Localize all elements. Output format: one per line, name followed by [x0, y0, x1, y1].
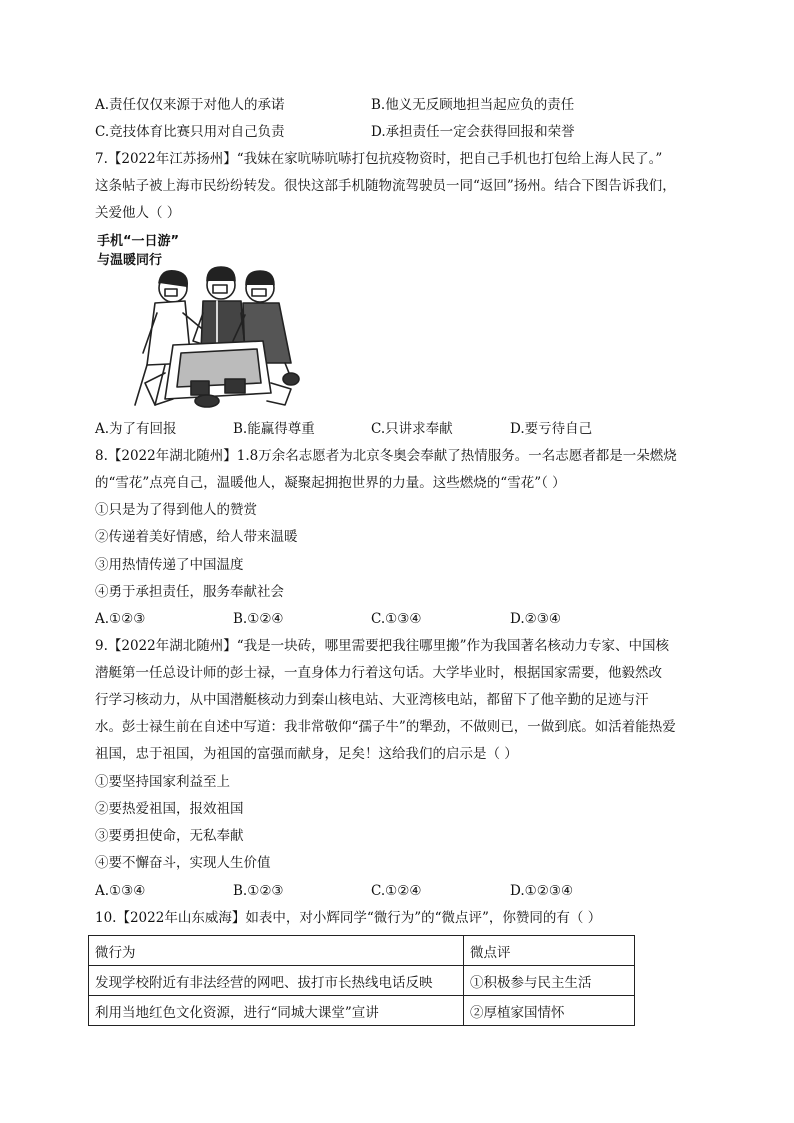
q6-options-row-2: [95, 122, 715, 142]
table-header-cell: 微行为: [89, 936, 464, 966]
q7-stem-line-2: 这条帖子被上海市民纷纷转发。很快这部手机随物流驾驶员一同“返回”扬州。结合下图告诉我们，: [95, 178, 676, 194]
q6-options-row-1: [95, 95, 715, 115]
q9-item-3: ③要勇担使命，无私奉献: [95, 828, 244, 844]
q6-option-c[interactable]: C.竞技体育比赛只用对自己负责: [95, 124, 285, 140]
figure-caption-line-1: 手机“一日游”: [97, 234, 180, 249]
table-cell: 利用当地红色文化资源，进行“同城大课堂”宣讲: [89, 996, 464, 1026]
q7-option-d[interactable]: D.要亏待自己: [510, 421, 593, 437]
q10-table: [88, 935, 635, 1026]
q7-option-c[interactable]: C.只讲求奉献: [371, 421, 453, 437]
q7-options-row: [95, 419, 715, 439]
q6-option-d[interactable]: D.承担责任一定会获得回报和荣誉: [371, 124, 575, 140]
q9-item-4: ④要不懈奋斗，实现人生价值: [95, 855, 271, 871]
q10-stem: 10.【2022年山东威海】如表中，对小辉同学“微行为”的“微点评”，你赞同的有（ ）: [95, 910, 602, 926]
q8-options-row: [95, 609, 715, 629]
q8-stem-line-2: 的“雪花”点亮自己，温暖他人，凝聚起拥抱世界的力量。这些燃烧的“雪花”（ ）: [95, 475, 566, 491]
q9-item-1: ①要坚持国家利益至上: [95, 774, 230, 790]
q9-stem-line-1: 9.【2022年湖北随州】“我是一块砖，哪里需要把我往哪里搬”作为我国著名核动力专家、中国核: [95, 638, 670, 654]
q8-option-d[interactable]: D.②③④: [510, 611, 561, 627]
q9-stem-line-2: 潜艇第一任总设计师的彭士禄，一直身体力行着这句话。大学毕业时，根据国家需要，他毅然改: [95, 665, 662, 681]
q6-option-b[interactable]: B.他义无反顾地担当起应负的责任: [371, 97, 575, 113]
q9-option-a[interactable]: A.①③④: [95, 883, 146, 899]
q7-option-b[interactable]: B.能赢得尊重: [233, 421, 315, 437]
table-cell: ②厚植家国情怀: [464, 996, 635, 1026]
q9-stem-line-4: 水。彭士禄生前在自述中写道：我非常敬仰“孺子牛”的犟劲，不做则已，一做到底。如活着能热爱: [95, 719, 676, 735]
table-cell: 发现学校附近有非法经营的网吧、拔打市长热线电话反映: [89, 966, 464, 996]
q7-option-a[interactable]: A.为了有回报: [95, 421, 177, 437]
q8-item-2: ②传递着美好情感，给人带来温暖: [95, 529, 298, 545]
q8-item-1: ①只是为了得到他人的赞赏: [95, 502, 257, 518]
q7-stem-line-3: 关爱他人（ ）: [95, 205, 181, 221]
table-cell: ①积极参与民主生活: [464, 966, 635, 996]
q8-option-a[interactable]: A.①②③: [95, 611, 146, 627]
q9-options-row: [95, 881, 715, 901]
people-packing-suitcase-image: [95, 233, 305, 413]
q8-stem-line-1: 8.【2022年湖北随州】1.8万余名志愿者为北京冬奥会奉献了热情服务。一名志愿者都是一朵燃烧: [95, 448, 677, 464]
q8-option-b[interactable]: B.①②④: [233, 611, 284, 627]
q9-item-2: ②要热爱祖国，报效祖国: [95, 801, 244, 817]
q8-item-3: ③用热情传递了中国温度: [95, 557, 244, 573]
q9-option-b[interactable]: B.①②③: [233, 883, 284, 899]
q7-illustration: [95, 233, 305, 413]
table-row: [89, 966, 635, 996]
q7-stem-line-1: 7.【2022年江苏扬州】“我妹在家吭哧吭哧打包抗疫物资时，把自己手机也打包给上海人民了。”: [95, 151, 663, 167]
table-header-cell: 微点评: [464, 936, 635, 966]
q9-option-d[interactable]: D.①②③④: [510, 883, 574, 899]
table-row: [89, 996, 635, 1026]
q9-stem-line-3: 行学习核动力，从中国潜艇核动力到秦山核电站、大亚湾核电站，都留下了他辛勤的足迹与汗: [95, 692, 649, 708]
figure-caption-line-2: 与温暖同行: [97, 253, 163, 268]
q9-option-c[interactable]: C.①②④: [371, 883, 422, 899]
q9-stem-line-5: 祖国，忠于祖国，为祖国的富强而献身，足矣！这给我们的启示是（ ）: [95, 746, 518, 762]
q8-item-4: ④勇于承担责任，服务奉献社会: [95, 584, 284, 600]
table-header-row: [89, 936, 635, 966]
q8-option-c[interactable]: C.①③④: [371, 611, 422, 627]
q6-option-a[interactable]: A.责任仅仅来源于对他人的承诺: [95, 97, 285, 113]
